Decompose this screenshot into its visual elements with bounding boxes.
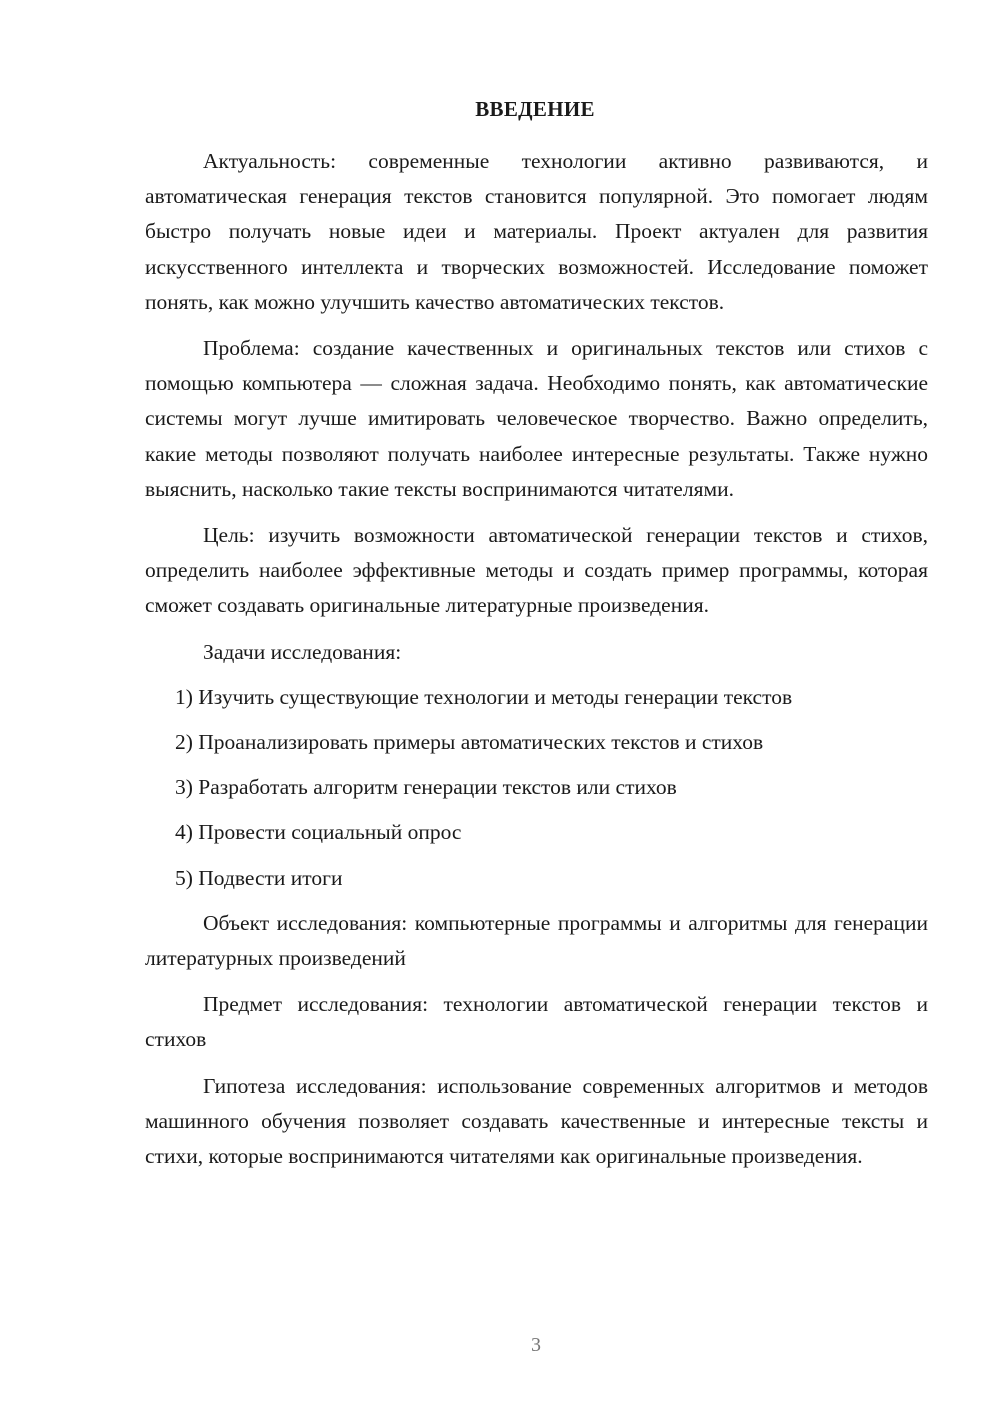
task-item: 1) Изучить существующие технологии и методы генерации текстов [175, 684, 793, 709]
task-item: 4) Провести социальный опрос [175, 820, 462, 845]
task-item: 2) Проанализировать примеры автоматических текстов и стихов [175, 730, 764, 755]
page-number: 3 [531, 1334, 541, 1356]
paragraph-subject: Предмет исследования: технологии автоматической генерации текстов и стихов [145, 992, 928, 1052]
task-item: 5) Подвести итоги [175, 865, 343, 890]
page-title: ВВЕДЕНИЕ [475, 97, 595, 121]
paragraph-problem: Проблема: создание качественных и оригинальных текстов или стихов с помощью компьютера — сложная задача. Необходимо понять, как автоматические системы могут лучше имитировать человеческое творчество. Важно определить, какие методы позволяют получать наиболее интересные результаты. Также нужно выяснить, насколько такие тексты воспринимаются читателями. [145, 336, 928, 501]
paragraph-relevance: Актуальность: современные технологии активно развиваются, и автоматическая генерация текстов становится популярной. Это помогает людям быстро получать новые идеи и материалы. Проект актуален для развития искусственного интеллекта и творческих возможностей. Исследование поможет понять, как можно улучшить качество автоматических текстов. [145, 149, 928, 314]
paragraph-object: Объект исследования: компьютерные программы и алгоритмы для генерации литературных произведений [145, 910, 928, 971]
paragraph-goal: Цель: изучить возможности автоматической генерации текстов и стихов, определить наиболее эффективные методы и создать пример программы, которая сможет создавать оригинальные литературные произведения. [145, 523, 928, 618]
paragraph-hypothesis: Гипотеза исследования: использование современных алгоритмов и методов машинного обучения позволяет создавать качественные и интересные тексты и стихи, которые воспринимаются читателями как оригинальные произведения. [145, 1073, 928, 1169]
page-body [145, 144, 928, 1185]
tasks-heading: Задачи исследования: [203, 639, 402, 664]
task-item: 3) Разработать алгоритм генерации текстов или стихов [175, 775, 677, 800]
